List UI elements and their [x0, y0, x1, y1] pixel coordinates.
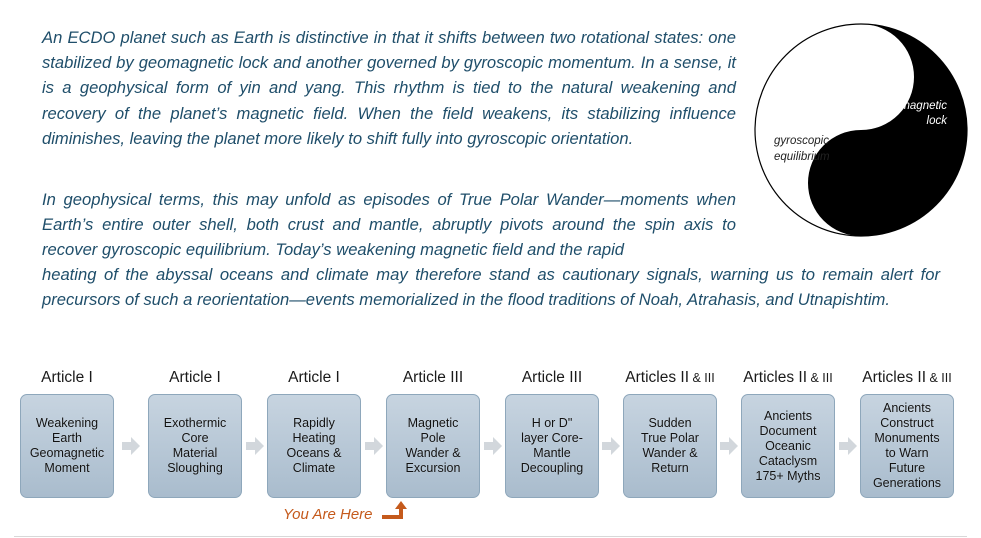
- you-are-here-arrow-icon: [380, 500, 410, 522]
- step-article-label: Article I: [169, 369, 221, 386]
- step-text: Magnetic Pole Wander & Excursion: [405, 416, 461, 475]
- flow-arrow-icon: [602, 437, 620, 455]
- step-box: [386, 394, 480, 498]
- step-article-label: [605, 369, 735, 387]
- step-text: Weakening Earth Geomagnetic Moment: [29, 416, 105, 475]
- step-text: H or D" layer Core- Mantle Decoupling: [520, 416, 584, 475]
- you-are-here-label: You Are Here: [283, 506, 373, 523]
- step-text: Sudden True Polar Wander & Return: [641, 416, 699, 475]
- flow-arrow-icon: [484, 437, 502, 455]
- step-box: [623, 394, 717, 498]
- flow-arrow-icon: [839, 437, 857, 455]
- tpw-paragraph-part2: heating of the abyssal oceans and climate may therefore stand as cautionary signals, warning us to remain alert for precursors of such a reorientation—events memorialized in the flood traditions of Noah, Atrahasis, and Utnapishtim.: [42, 265, 940, 310]
- geomagnetic-label-line1: geomagnetic: [881, 100, 947, 112]
- flow-arrow-icon: [246, 437, 264, 455]
- step-article-main: Articles II: [743, 369, 808, 386]
- step-article-amp: & III: [689, 371, 715, 385]
- flow-arrow-icon: [122, 437, 140, 455]
- tpw-paragraph-part1: In geophysical terms, this may unfold as episodes of True Polar Wander—moments when Earth’s entire outer shell, both crust and mantle, abruptly pivots around the spin axis to recover gyroscopic equilibrium. Today’s weakening magnetic field and the rapid: [42, 190, 736, 260]
- step-box: [148, 394, 242, 498]
- step-article-label: Article I: [288, 369, 340, 386]
- flow-arrow-icon: [720, 437, 738, 455]
- step-text: Exothermic Core Material Sloughing: [163, 416, 227, 475]
- step-article-label: Article III: [521, 369, 583, 386]
- step-article-label: Article I: [41, 369, 93, 386]
- flow-arrow-icon: [365, 437, 383, 455]
- step-article-amp: & III: [807, 371, 833, 385]
- geomagnetic-label-line2: lock: [926, 115, 947, 127]
- gyroscopic-label-line2: equilibrium: [774, 151, 830, 163]
- step-text: Ancients Construct Monuments to Warn Future Generations: [872, 401, 942, 490]
- bottom-divider: [14, 536, 967, 537]
- step-box: [20, 394, 114, 498]
- gyroscopic-label-line1: gyroscopic: [774, 135, 829, 147]
- step-article-label: [723, 369, 853, 387]
- step-box: [741, 394, 835, 498]
- yin-yang-diagram: [754, 23, 968, 237]
- light-dot: [845, 59, 877, 91]
- step-article-main: Articles II: [862, 369, 927, 386]
- step-box: [267, 394, 361, 498]
- step-article-label: [842, 369, 972, 387]
- step-article-label: Article III: [402, 369, 464, 386]
- step-text: Rapidly Heating Oceans & Climate: [286, 416, 342, 475]
- step-article-amp: & III: [926, 371, 952, 385]
- step-box: [505, 394, 599, 498]
- dark-dot: [845, 166, 877, 198]
- yin-yang-dark-half: [808, 24, 967, 236]
- step-text: Ancients Document Oceanic Cataclysm 175+ Myths: [755, 408, 821, 483]
- step-article-main: Articles II: [625, 369, 690, 386]
- step-box: [860, 394, 954, 498]
- intro-paragraph: An ECDO planet such as Earth is distinctive in that it shifts between two rotational states: one stabilized by geomagnetic lock and another governed by gyroscopic momentum. In a sense, it is a geophysical form of yin and yang. This rhythm is tied to the natural weakening and recovery of the planet’s magnetic field. When the field weakens, its stabilizing influence diminishes, leaving the planet more likely to shift fully into gyroscopic orientation.: [42, 28, 736, 148]
